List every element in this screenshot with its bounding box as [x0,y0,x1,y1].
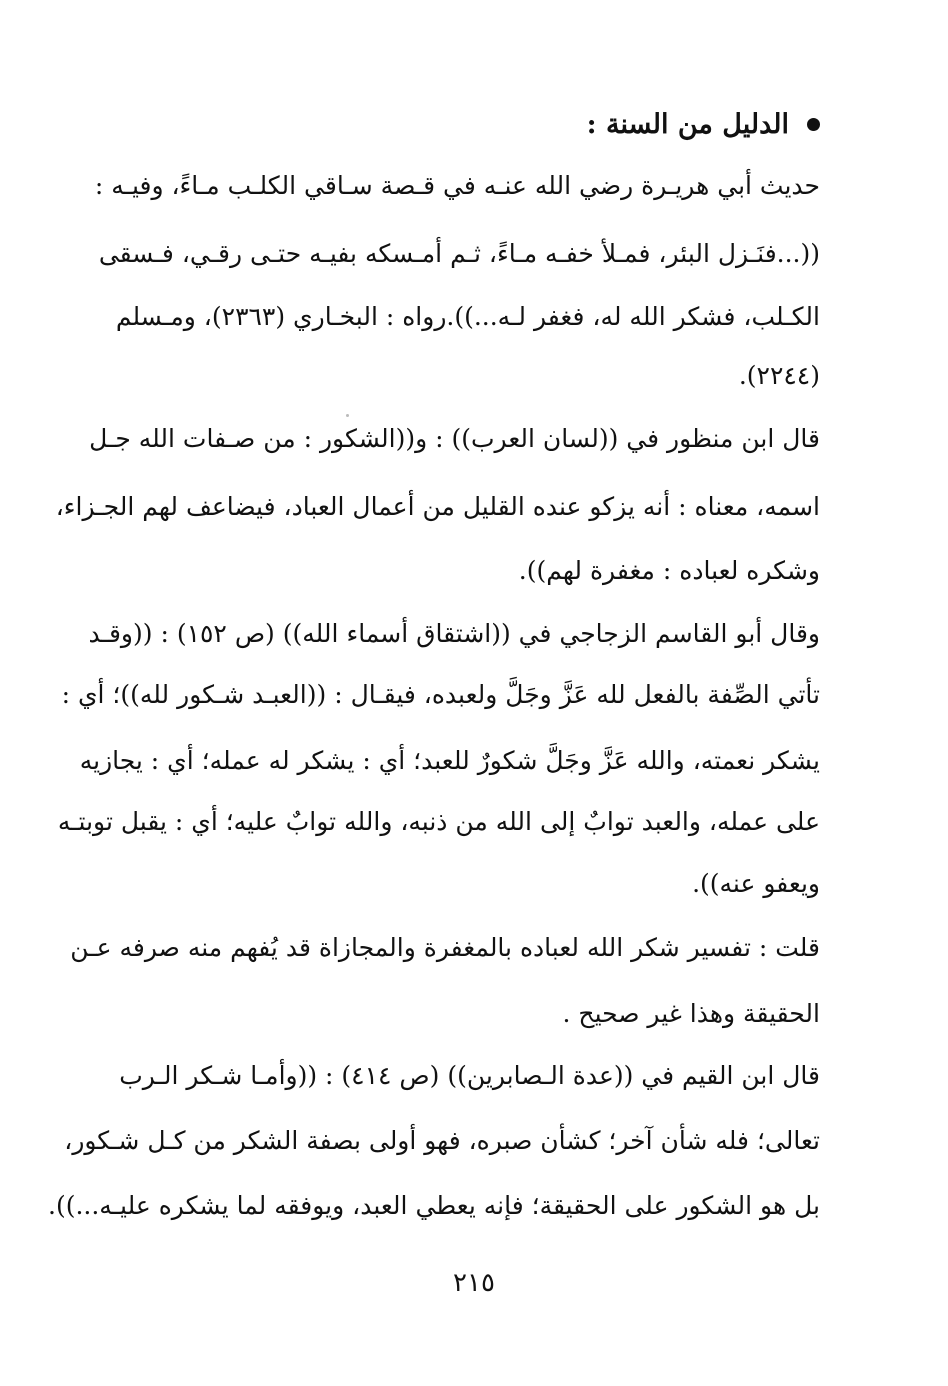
text-line: بل هو الشكور على الحقيقة؛ فإنه يعطي العبد، ويوفقه لما يشكره عليـه...)). [48,1191,820,1220]
text-line: وشكره لعباده : مغفرة لهم)). [518,556,820,585]
text-line: وقال أبو القاسم الزجاجي في ((اشتقاق أسماء الله)) (ص ١٥٢) : ((وقـد [88,619,820,648]
section-heading: الدليل من السنة : [586,108,789,140]
scan-speck [346,414,349,417]
text-line: اسمه، معناه : أنه يزكو عنده القليل من أعمال العباد، فيضاعف لهم الجـزاء، [55,492,820,521]
text-line: ويعفو عنه)). [692,869,820,898]
text-line: ((...فنَـزل البئر، فمـلأ خفـه مـاءً، ثـم أمـسكه بفيـه حتـى رقـي، فـسقى [98,239,820,268]
text-line: الحقيقة وهذا غير صحيح . [562,999,820,1028]
text-line: تعالى؛ فله شأن آخر؛ كشأن صبره، فهو أولى بصفة الشكر من كـل شـكور، [64,1126,820,1155]
text-line: قلت : تفسير شكر الله لعباده بالمغفرة والمجازاة قد يُفهم منه صرفه عـن [70,933,820,962]
text-line: تأتي الصِّفة بالفعل لله عَزَّ وجَلَّ ولعبده، فيقـال : ((العبـد شـكور لله))؛ أي : [61,680,820,709]
text-line: الكـلب، فشكر الله له، فغفر لـه...)).رواه : البخـاري (٢٣٦٣)، ومـسلم [115,302,820,331]
text-line: قال ابن منظور في ((لسان العرب)) : و((الشكور : من صـفات الله جـل [89,424,820,453]
text-line: قال ابن القيم في ((عدة الـصابرين)) (ص ٤١٤) : ((وأمـا شـكر الـرب [119,1061,820,1090]
text-line: على عمله، والعبد توابٌ إلى الله من ذنبه، والله توابٌ عليه؛ أي : يقبل توبتـه [57,807,820,836]
text-line: (٢٢٤٤). [738,361,820,390]
bullet-icon [807,118,820,131]
page-number: ٢١٥ [453,1268,495,1298]
text-line: حديث أبي هريـرة رضي الله عنـه في قـصة سـاقي الكلـب مـاءً، وفيـه : [94,171,820,200]
section-heading-row [120,98,820,150]
text-line: يشكر نعمته، والله عَزَّ وجَلَّ شكورٌ للعبد؛ أي : يشكر له عمله؛ أي : يجازيه [79,746,820,775]
